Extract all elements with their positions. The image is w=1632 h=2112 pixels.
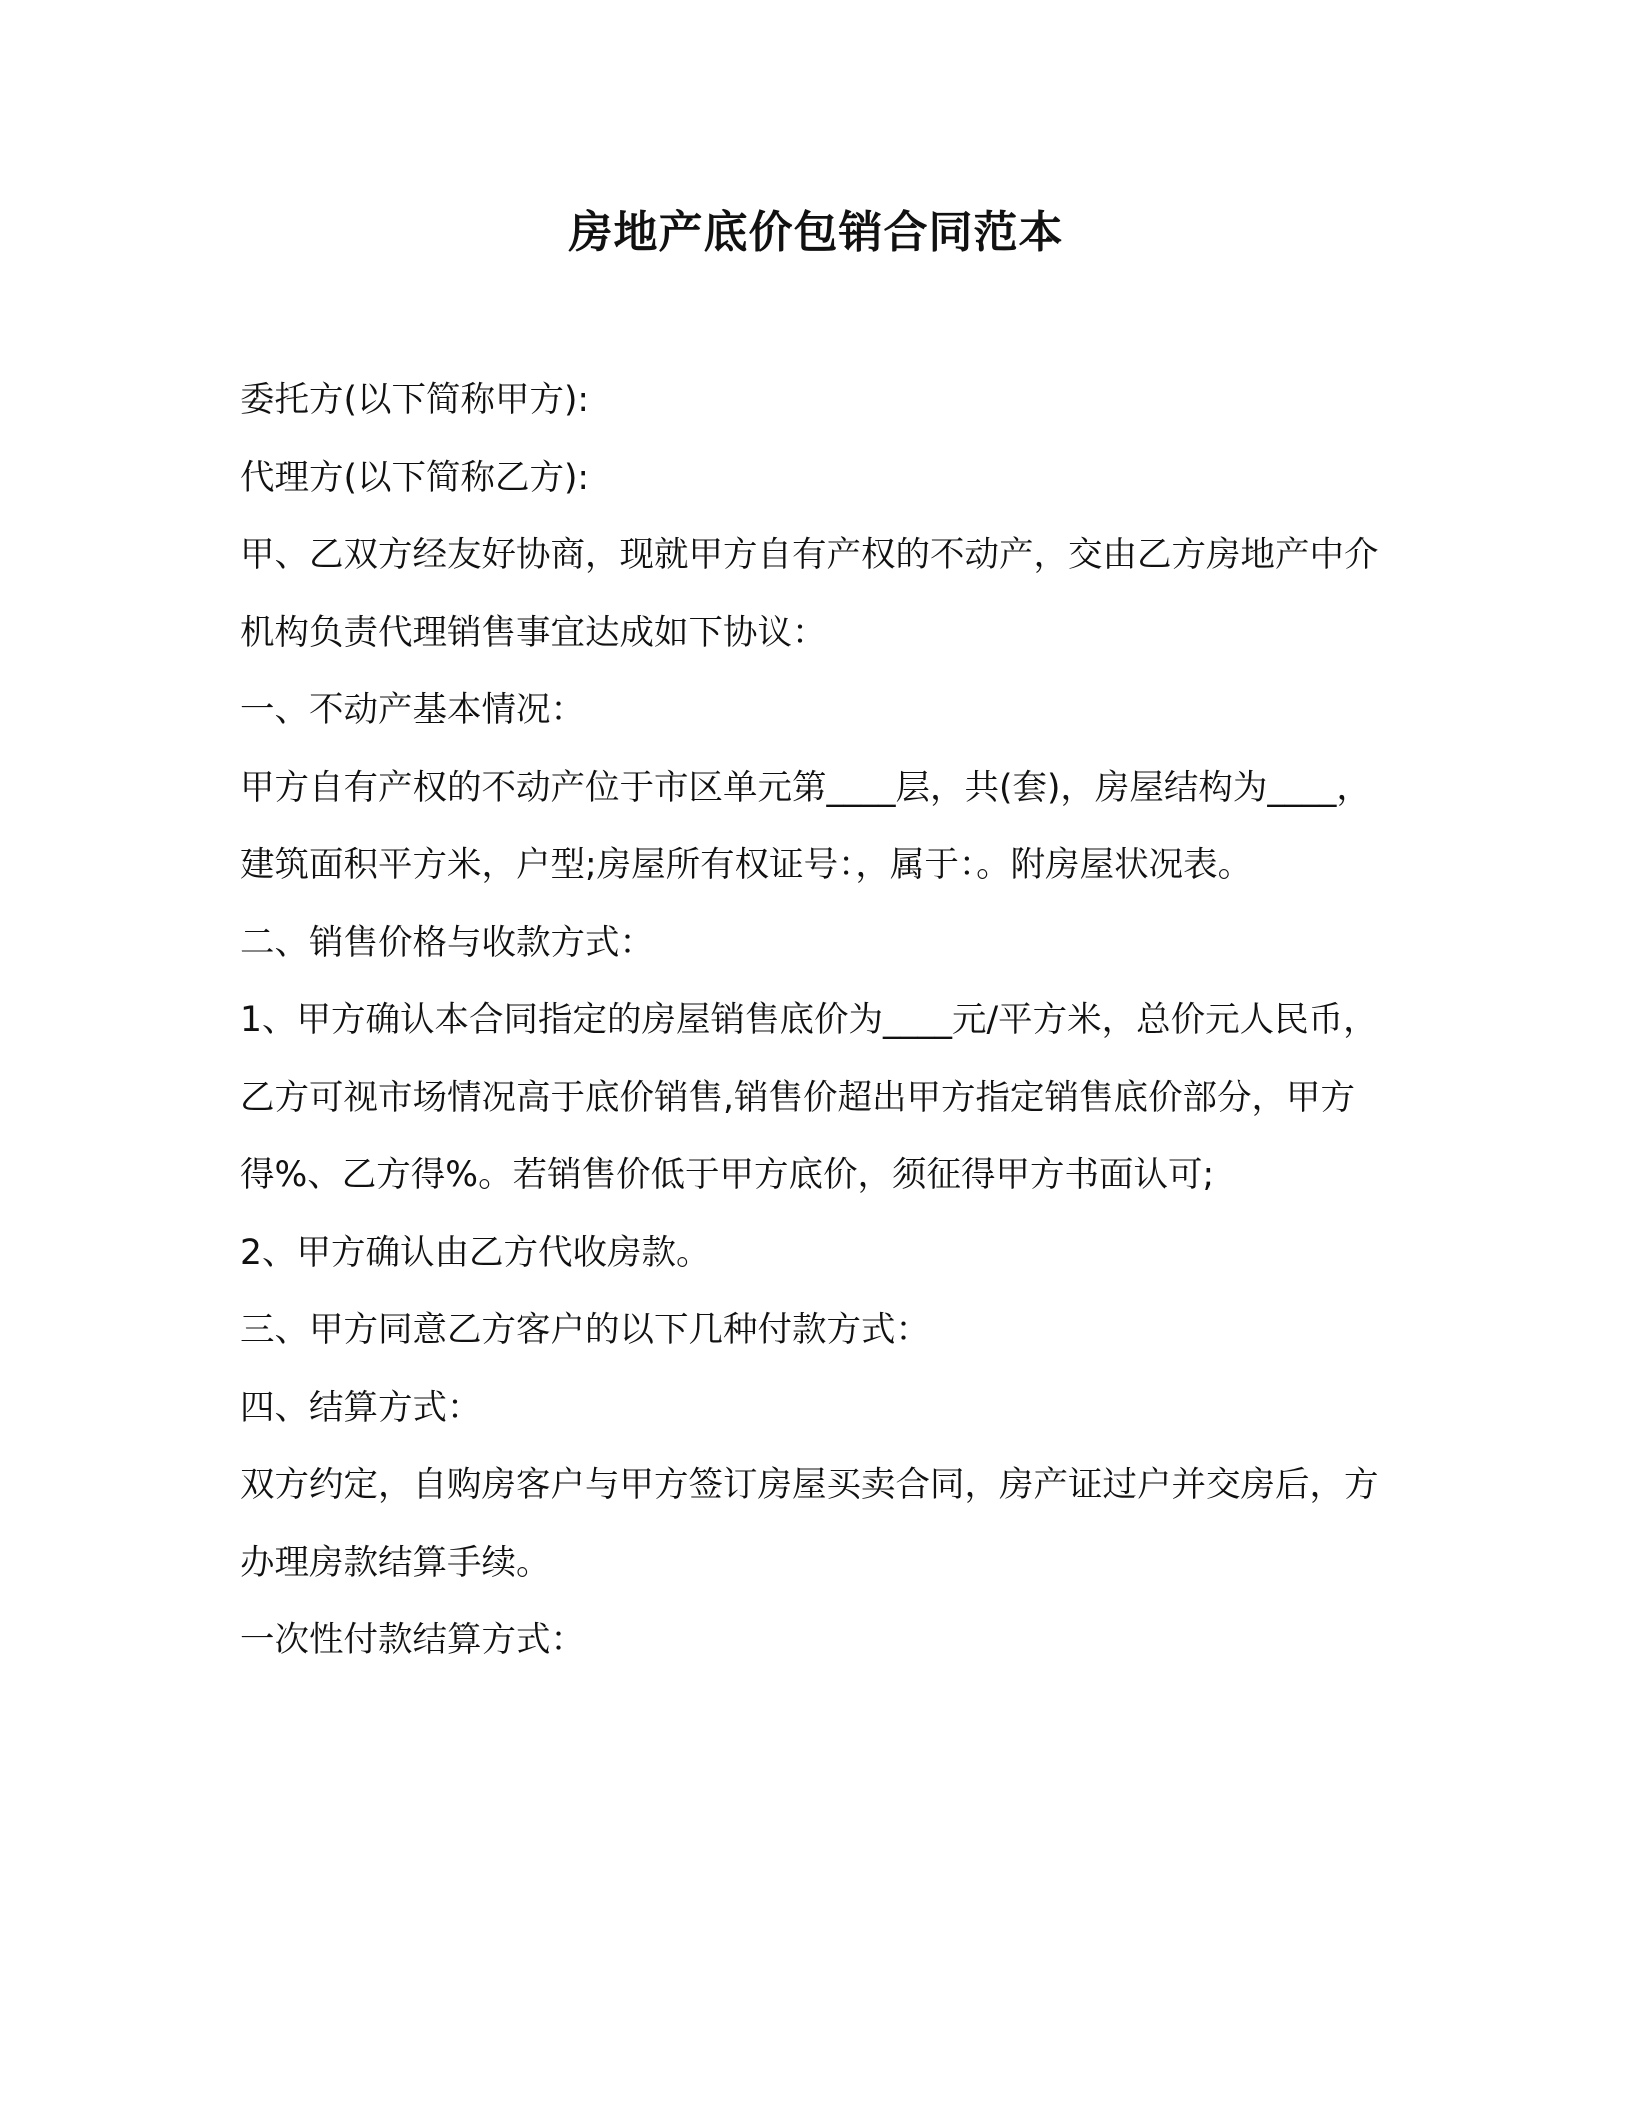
section-heading-1: 一、不动产基本情况： xyxy=(240,690,585,730)
paragraph-settlement: 双方约定，自购房客户与甲方签订房屋买卖合同，房产证过户并交房后，方办理房款结算手续。 xyxy=(240,1465,1379,1583)
paragraph-property-info: 甲方自有产权的不动产位于市区单元第____层，共(套)，房屋结构为____，建筑面积平方米，户型;房屋所有权证号：，属于：。附房屋状况表。 xyxy=(240,767,1371,885)
paragraph-price-clause-2: 2、甲方确认由乙方代收房款。 xyxy=(240,1232,711,1273)
document-title: 房地产底价包销合同范本 xyxy=(568,207,1064,258)
paragraph-price-clause-1: 1、甲方确认本合同指定的房屋销售底价为____元/平方米，总价元人民币，乙方可视市场情况高于底价销售,销售价超出甲方指定销售底价部分，甲方得%、乙方得%。若销售价低于甲方底价，须征得甲方书面认可; xyxy=(240,1000,1378,1195)
section-heading-4: 四、结算方式： xyxy=(240,1387,482,1428)
paragraph-intro: 甲、乙双方经友好协商，现就甲方自有产权的不动产，交由乙方房地产中介机构负责代理销售事宜达成如下协议： xyxy=(240,535,1379,653)
paragraph-agent: 代理方(以下简称乙方): xyxy=(240,457,590,498)
section-heading-3: 三、甲方同意乙方客户的以下几种付款方式： xyxy=(240,1310,930,1350)
section-heading-2: 二、销售价格与收款方式： xyxy=(240,922,654,963)
paragraph-client: 委托方(以下简称甲方): xyxy=(240,380,590,420)
document-body xyxy=(240,362,1400,1680)
paragraph-lump-sum: 一次性付款结算方式： xyxy=(240,1620,585,1660)
